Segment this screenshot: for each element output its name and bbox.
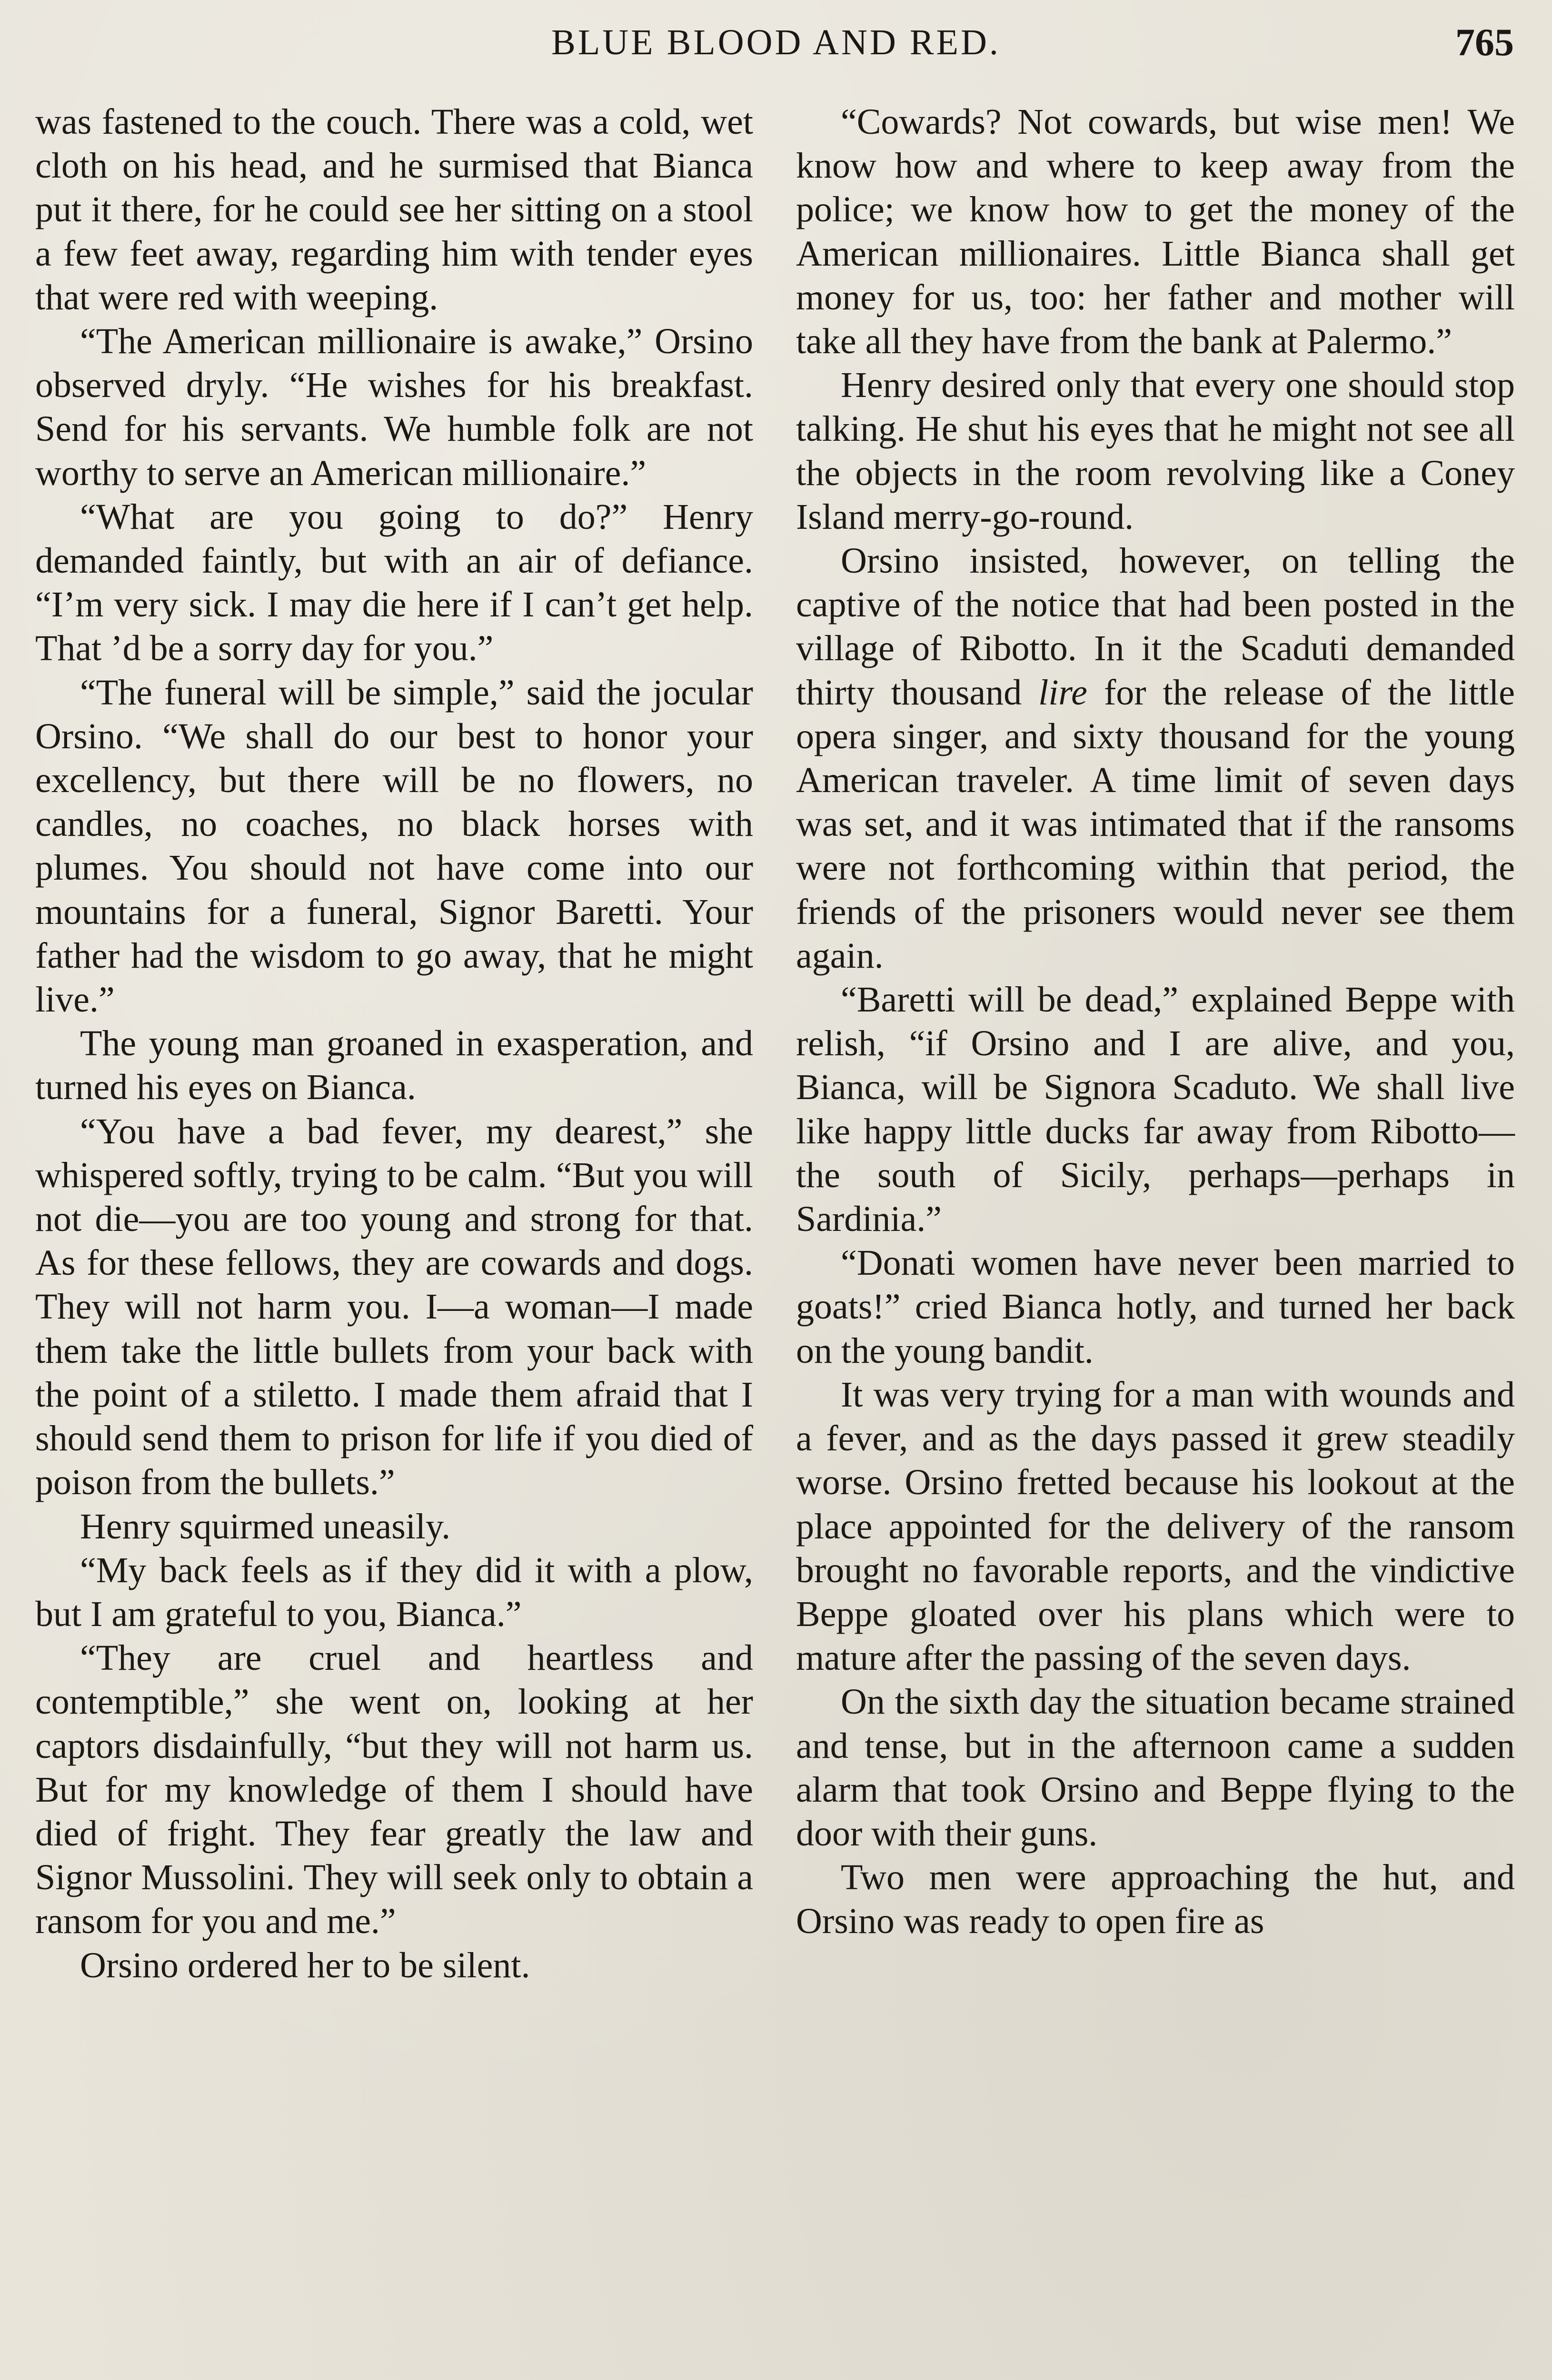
paragraph: “The funeral will be simple,” said the jocular Orsino. “We shall do our best to honor your excellency, but there will be no flowers, no candles, no coaches, no black horses with plumes. You should not have come into our mountains for a funeral, Signor Baretti. Your father had the wisdom to go away, that he might live.” [35, 672, 753, 1020]
page-number: 765 [1455, 20, 1514, 64]
right-column [796, 100, 1515, 1944]
paragraph: “The American millionaire is awake,” Orsino observed dryly. “He wishes for his breakfast. Send for his servants. We humble folk are not worthy to serve an American millionaire.” [35, 321, 753, 493]
paragraph: “My back feels as if they did it with a plow, but I am grateful to you, Bianca.” [35, 1550, 753, 1634]
paragraph: Henry desired only that every one should stop talking. He shut his eyes that he might not see all the objects in the room revolving like a Coney Island merry-go-round. [796, 365, 1515, 537]
paragraph: Two men were approaching the hut, and Orsino was ready to open fire as [796, 1857, 1515, 1942]
paragraph: was fastened to the couch. There was a cold, wet cloth on his head, and he surmised that Bianca put it there, for he could see her sitting on a stool a few feet away, regarding him with tender eyes that were red with weeping. [35, 102, 753, 317]
paragraph: “They are cruel and heartless and contemptible,” she went on, looking at her captors disdainfully, “but they will not harm us. But for my knowledge of them I should have died of fright. They fear greatly the law and Signor Mussolini. They will seek only to obtain a ransom for you and me.” [35, 1638, 753, 1942]
paragraph-text: Orsino insisted, however, on telling the captive of the notice that had been posted in the village of Ribotto. In it the Scaduti demanded thirty thousand [796, 541, 1515, 713]
running-head [0, 17, 1552, 69]
paragraph: “Baretti will be dead,” explained Beppe with relish, “if Orsino and I are alive, and you, Bianca, will be Signora Scaduto. We shall live like happy little ducks far away from Ribotto—the south of Sicily, perhaps—perhaps in Sardinia.” [796, 980, 1515, 1240]
paragraph [796, 539, 1515, 978]
paragraph: On the sixth day the situation became strained and tense, but in the afternoon came a sudden alarm that took Orsino and Beppe flying to the door with their guns. [796, 1682, 1515, 1854]
paragraph: Orsino ordered her to be silent. [80, 1945, 530, 1985]
paragraph: It was very trying for a man with wounds and a fever, and as the days passed it grew steadily worse. Orsino fretted because his lookout at the place appointed for the delivery of the ransom brought no favorable reports, and the vindictive Beppe gloated over his plans which were to mature after the passing of the seven days. [796, 1374, 1515, 1678]
paragraph: “You have a bad fever, my dearest,” she whispered softly, trying to be calm. “But you will not die—you are too young and strong for that. As for these fellows, they are cowards and dogs. They will not harm you. I—a woman—I made them take the little bullets from your back with the point of a stiletto. I made them afraid that I should send them to prison for life if you died of poison from the bullets.” [35, 1111, 753, 1503]
paragraph: The young man groaned in exasperation, and turned his eyes on Bianca. [35, 1023, 753, 1108]
left-column [35, 100, 753, 1987]
paragraph-text: for the release of the little opera singer, and sixty thousand for the young American traveler. A time limit of seven days was set, and it was intimated that if the ransoms were not forthcoming within that period, the friends of the prisoners would never see them again. [796, 672, 1515, 976]
paragraph: “Donati women have never been married to goats!” cried Bianca hotly, and turned her back on the young bandit. [796, 1243, 1515, 1371]
paragraph: “Cowards? Not cowards, but wise men! We know how and where to keep away from the police; we know how to get the money of the American millionaires. Little Bianca shall get money for us, too: her father and mother will take all they have from the bank at Palermo.” [796, 102, 1515, 362]
italic-word: lire [1038, 672, 1087, 713]
paragraph: Henry squirmed uneasily. [80, 1506, 451, 1547]
running-title: BLUE BLOOD AND RED. [551, 22, 1001, 62]
paragraph: “What are you going to do?” Henry demanded faintly, but with an air of defiance. “I’m very sick. I may die here if I can’t get help. That ’d be a sorry day for you.” [35, 496, 753, 669]
